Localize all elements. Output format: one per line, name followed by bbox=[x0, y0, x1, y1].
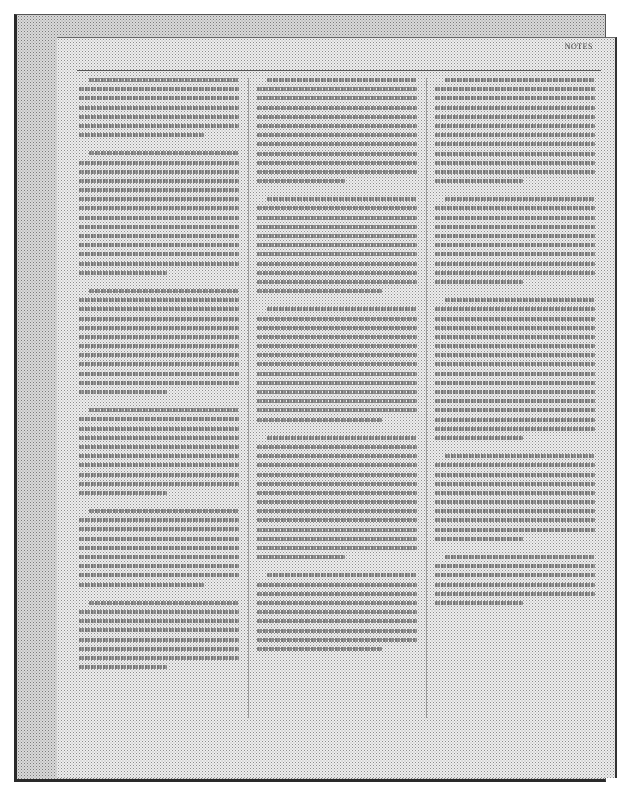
paragraph-gap bbox=[435, 445, 595, 454]
text-line bbox=[435, 564, 595, 568]
text-line bbox=[257, 629, 417, 633]
text-line bbox=[79, 628, 239, 632]
text-line bbox=[257, 509, 417, 513]
text-line bbox=[79, 610, 239, 614]
text-line bbox=[435, 473, 595, 477]
running-head bbox=[77, 56, 601, 71]
text-line bbox=[257, 445, 417, 449]
column-divider bbox=[248, 78, 249, 718]
text-line bbox=[435, 573, 595, 577]
text-line bbox=[257, 500, 417, 504]
text-line bbox=[257, 353, 417, 357]
text-line bbox=[79, 298, 239, 302]
text-line bbox=[435, 124, 595, 128]
text-line bbox=[267, 307, 417, 311]
text-line bbox=[79, 234, 239, 238]
text-line bbox=[79, 656, 239, 660]
text-line bbox=[435, 161, 595, 165]
paragraph-gap bbox=[257, 188, 417, 197]
text-line bbox=[257, 518, 417, 522]
text-line bbox=[257, 271, 417, 275]
text-line bbox=[79, 573, 239, 577]
text-line bbox=[267, 197, 417, 201]
text-line bbox=[79, 225, 239, 229]
text-line bbox=[257, 454, 417, 458]
text-line bbox=[79, 161, 239, 165]
text-line bbox=[435, 592, 595, 596]
text-line bbox=[267, 78, 417, 82]
text-line bbox=[435, 537, 523, 541]
text-line bbox=[79, 638, 239, 642]
text-line bbox=[435, 601, 523, 605]
text-line bbox=[445, 197, 595, 201]
text-line bbox=[79, 454, 239, 458]
paragraph-block bbox=[79, 78, 239, 137]
text-line bbox=[79, 307, 239, 311]
text-line bbox=[435, 326, 595, 330]
text-line bbox=[257, 335, 417, 339]
text-line bbox=[79, 344, 239, 348]
text-line bbox=[79, 619, 239, 623]
text-line bbox=[79, 243, 239, 247]
text-line bbox=[445, 78, 595, 82]
text-line bbox=[89, 408, 239, 412]
text-line bbox=[257, 390, 417, 394]
text-line bbox=[435, 133, 595, 137]
text-line bbox=[257, 87, 417, 91]
text-line bbox=[79, 188, 239, 192]
text-line bbox=[79, 647, 239, 651]
text-line bbox=[435, 262, 595, 266]
text-line bbox=[435, 234, 595, 238]
paragraph-gap bbox=[435, 188, 595, 197]
text-line bbox=[79, 381, 239, 385]
text-line bbox=[257, 225, 417, 229]
text-line bbox=[435, 427, 595, 431]
text-line bbox=[435, 280, 523, 284]
text-line bbox=[257, 280, 417, 284]
text-line bbox=[79, 537, 239, 541]
text-line bbox=[257, 610, 417, 614]
paragraph-gap bbox=[257, 298, 417, 307]
paragraph-block bbox=[257, 436, 417, 559]
text-line bbox=[79, 555, 239, 559]
text-line bbox=[435, 500, 595, 504]
paragraph-block bbox=[257, 307, 417, 421]
text-line bbox=[267, 436, 417, 440]
text-line bbox=[435, 463, 595, 467]
text-column-2 bbox=[257, 78, 417, 738]
paragraph-block bbox=[435, 78, 595, 183]
text-line bbox=[435, 491, 595, 495]
text-line bbox=[79, 115, 239, 119]
text-line bbox=[435, 362, 595, 366]
text-line bbox=[79, 271, 167, 275]
paragraph-gap bbox=[79, 592, 239, 601]
text-line bbox=[435, 225, 595, 229]
scanned-page-background bbox=[14, 14, 606, 782]
text-line bbox=[435, 418, 595, 422]
text-line bbox=[79, 252, 239, 256]
paragraph-block bbox=[79, 151, 239, 274]
paragraph-gap bbox=[79, 399, 239, 408]
paragraph-gap bbox=[79, 500, 239, 509]
text-column-1 bbox=[79, 78, 239, 738]
text-column-3 bbox=[435, 78, 595, 738]
text-line bbox=[257, 133, 417, 137]
text-line bbox=[257, 289, 382, 293]
text-line bbox=[435, 216, 595, 220]
text-line bbox=[257, 326, 417, 330]
text-line bbox=[79, 106, 239, 110]
paragraph-block bbox=[79, 289, 239, 394]
text-line bbox=[435, 206, 595, 210]
text-line bbox=[79, 491, 167, 495]
text-line bbox=[435, 307, 595, 311]
text-line bbox=[79, 527, 239, 531]
text-line bbox=[79, 436, 239, 440]
text-line bbox=[435, 372, 595, 376]
text-line bbox=[257, 418, 382, 422]
text-line bbox=[79, 87, 239, 91]
text-line bbox=[257, 555, 345, 559]
text-line bbox=[257, 546, 417, 550]
text-line bbox=[257, 206, 417, 210]
text-line bbox=[435, 518, 595, 522]
text-line bbox=[79, 564, 239, 568]
paragraph-gap bbox=[435, 289, 595, 298]
text-line bbox=[79, 133, 204, 137]
text-line bbox=[267, 573, 417, 577]
text-line bbox=[79, 463, 239, 467]
text-line bbox=[257, 152, 417, 156]
text-line bbox=[435, 87, 595, 91]
text-line bbox=[257, 344, 417, 348]
text-line bbox=[257, 234, 417, 238]
text-line bbox=[89, 509, 239, 513]
text-line bbox=[257, 124, 417, 128]
text-line bbox=[257, 473, 417, 477]
text-line bbox=[79, 335, 239, 339]
text-line bbox=[257, 601, 417, 605]
paragraph-block bbox=[435, 197, 595, 284]
text-line bbox=[79, 353, 239, 357]
text-line bbox=[79, 482, 239, 486]
text-line bbox=[435, 106, 595, 110]
text-line bbox=[445, 454, 595, 458]
text-line bbox=[257, 96, 417, 100]
text-line bbox=[257, 142, 417, 146]
text-line bbox=[435, 583, 595, 587]
text-line bbox=[79, 124, 239, 128]
paragraph-block bbox=[257, 78, 417, 183]
text-line bbox=[79, 179, 239, 183]
text-line bbox=[435, 344, 595, 348]
text-line bbox=[79, 216, 239, 220]
paragraph-block bbox=[435, 555, 595, 605]
text-line bbox=[89, 601, 239, 605]
text-line bbox=[79, 473, 239, 477]
text-line bbox=[89, 78, 239, 82]
text-line bbox=[435, 115, 595, 119]
text-line bbox=[257, 216, 417, 220]
text-line bbox=[257, 583, 417, 587]
text-line bbox=[435, 408, 595, 412]
text-line bbox=[89, 289, 239, 293]
text-line bbox=[435, 142, 595, 146]
text-line bbox=[257, 619, 417, 623]
text-line bbox=[257, 647, 382, 651]
text-line bbox=[435, 252, 595, 256]
text-line bbox=[79, 317, 239, 321]
text-line bbox=[257, 463, 417, 467]
text-line bbox=[257, 537, 417, 541]
text-line bbox=[257, 317, 417, 321]
text-line bbox=[79, 372, 239, 376]
text-line bbox=[257, 528, 417, 532]
text-line bbox=[257, 372, 417, 376]
text-line bbox=[435, 353, 595, 357]
text-line bbox=[79, 427, 239, 431]
text-line bbox=[435, 436, 523, 440]
text-line bbox=[435, 390, 595, 394]
text-line bbox=[257, 106, 417, 110]
paragraph-block bbox=[79, 601, 239, 669]
text-line bbox=[257, 362, 417, 366]
text-line bbox=[257, 262, 417, 266]
text-line bbox=[435, 179, 523, 183]
text-line bbox=[257, 381, 417, 385]
text-line bbox=[79, 583, 204, 587]
text-line bbox=[79, 665, 167, 669]
column-divider bbox=[426, 78, 427, 718]
text-line bbox=[79, 546, 239, 550]
text-line bbox=[435, 482, 595, 486]
paragraph-block bbox=[257, 197, 417, 293]
text-line bbox=[79, 96, 239, 100]
text-line bbox=[79, 262, 239, 266]
text-line bbox=[257, 161, 417, 165]
text-line bbox=[79, 206, 239, 210]
text-line bbox=[435, 96, 595, 100]
paragraph-block bbox=[79, 408, 239, 495]
text-line bbox=[79, 362, 239, 366]
text-line bbox=[435, 528, 595, 532]
text-line bbox=[89, 151, 239, 155]
text-line bbox=[257, 170, 417, 174]
text-line bbox=[435, 152, 595, 156]
text-line bbox=[435, 399, 595, 403]
paragraph-gap bbox=[79, 142, 239, 151]
text-line bbox=[257, 491, 417, 495]
text-line bbox=[79, 390, 167, 394]
text-line bbox=[435, 381, 595, 385]
text-line bbox=[257, 482, 417, 486]
text-line bbox=[79, 326, 239, 330]
text-line bbox=[435, 271, 595, 275]
text-line bbox=[435, 335, 595, 339]
text-line bbox=[445, 298, 595, 302]
text-line bbox=[435, 243, 595, 247]
text-line bbox=[257, 179, 345, 183]
text-line bbox=[445, 555, 595, 559]
paragraph-block bbox=[79, 509, 239, 587]
text-line bbox=[257, 243, 417, 247]
text-line bbox=[79, 417, 239, 421]
paragraph-gap bbox=[79, 280, 239, 289]
paragraph-gap bbox=[257, 427, 417, 436]
corner-label: NOTES bbox=[564, 42, 593, 51]
text-line bbox=[79, 518, 239, 522]
paragraph-block bbox=[435, 298, 595, 440]
text-line bbox=[257, 252, 417, 256]
text-line bbox=[257, 408, 417, 412]
text-line bbox=[435, 509, 595, 513]
text-line bbox=[79, 445, 239, 449]
paragraph-block bbox=[435, 454, 595, 541]
text-line bbox=[435, 317, 595, 321]
text-line bbox=[435, 170, 595, 174]
paragraph-gap bbox=[257, 564, 417, 573]
paragraph-block bbox=[257, 573, 417, 651]
text-line bbox=[79, 197, 239, 201]
text-line bbox=[257, 115, 417, 119]
text-line bbox=[257, 638, 417, 642]
document-page bbox=[57, 37, 617, 778]
text-line bbox=[257, 399, 417, 403]
paragraph-gap bbox=[435, 546, 595, 555]
text-line bbox=[79, 170, 239, 174]
text-line bbox=[257, 592, 417, 596]
